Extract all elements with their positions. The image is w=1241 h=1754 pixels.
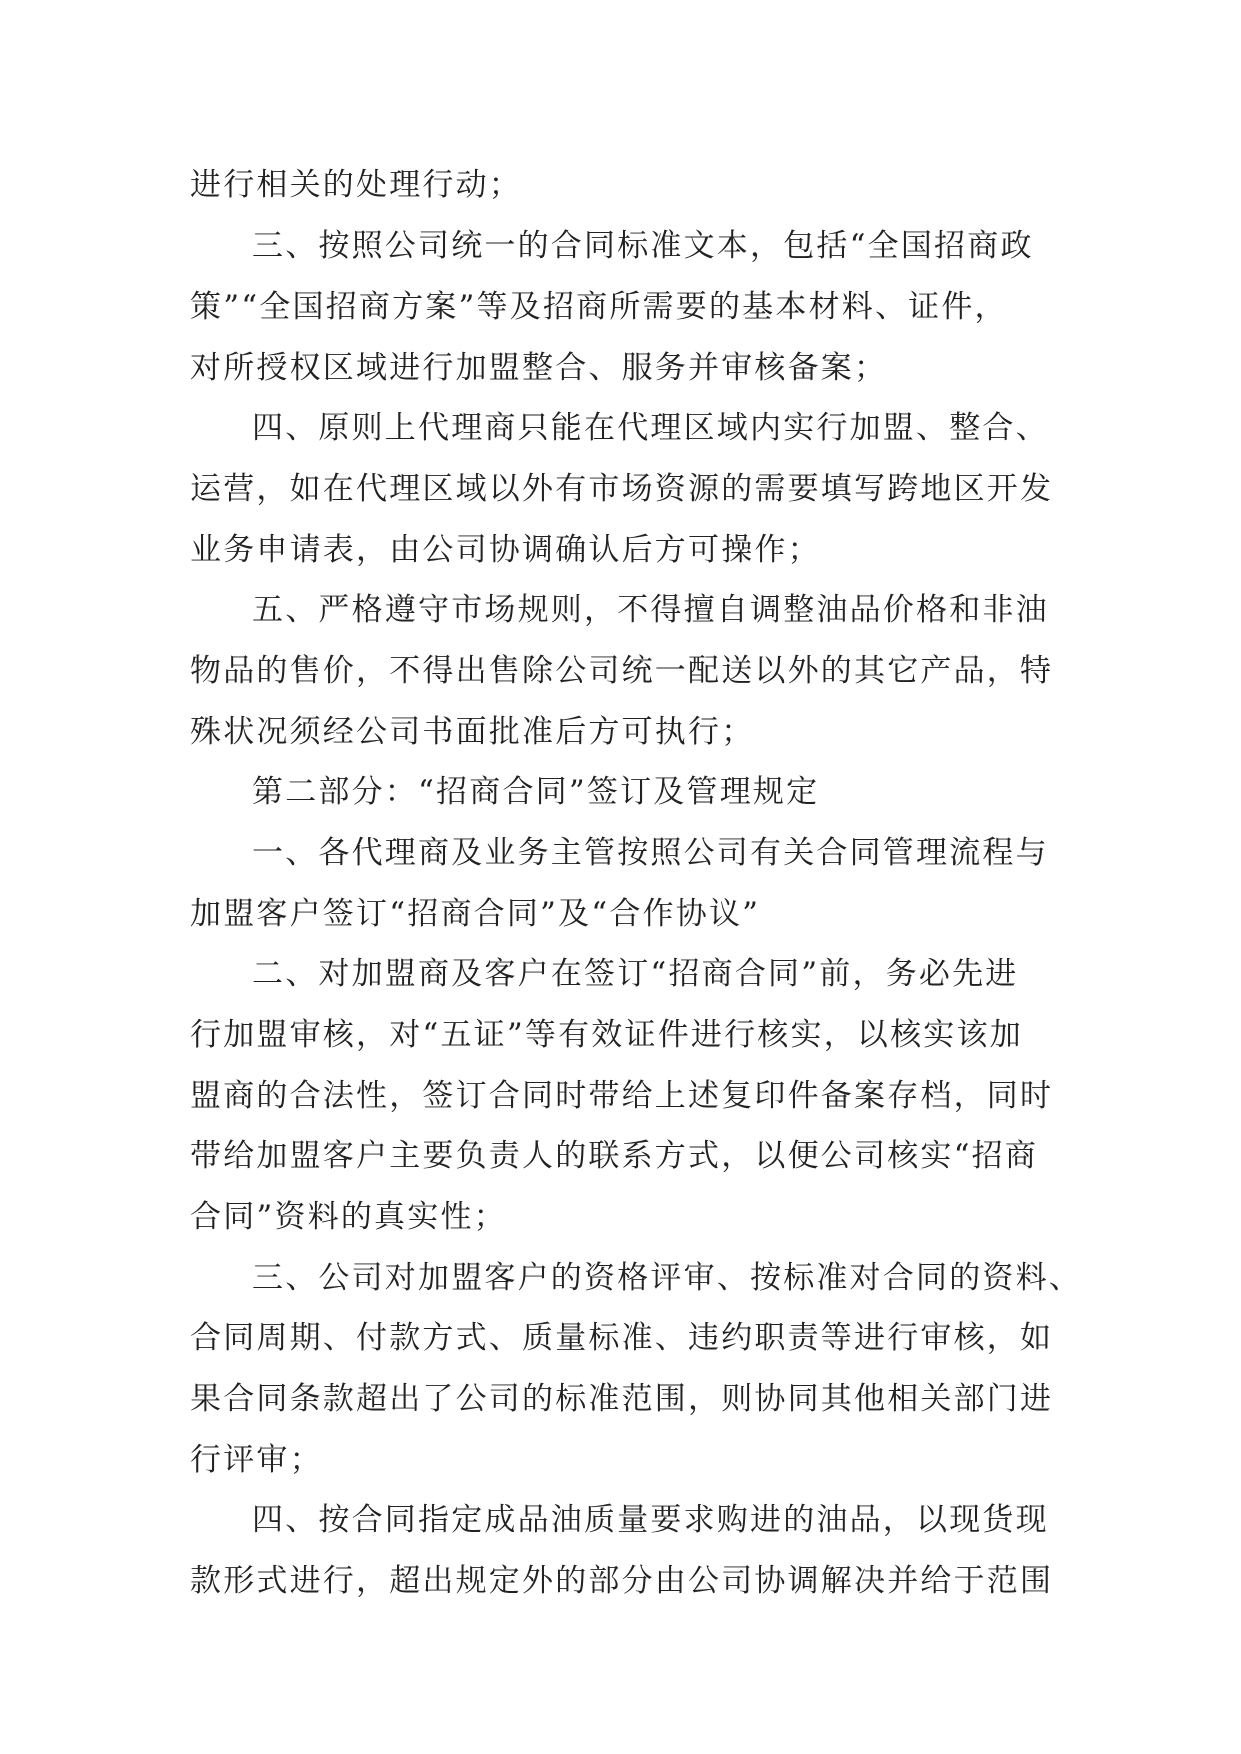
text-line: 运营，如在代理区域以外有市场资源的需要填写跨地区开发 [190, 471, 1054, 507]
text-line: 进行相关的处理行动； [190, 167, 522, 203]
text-line: 行加盟审核，对“五证”等有效证件进行核实，以核实该加 [190, 1017, 1023, 1053]
text-line: 三、公司对加盟客户的资格评审、按标准对合同的资料、 [252, 1260, 1082, 1296]
text-line: 四、按合同指定成品油质量要求购进的油品，以现货现 [252, 1502, 1049, 1538]
text-line: 业务申请表，由公司协调确认后方可操作； [190, 532, 821, 568]
text-line: 一、各代理商及业务主管按照公司有关合同管理流程与 [252, 835, 1049, 871]
text-line: 合同”资料的真实性； [190, 1199, 507, 1235]
text-line: 三、按照公司统一的合同标准文本，包括“全国招商政 [252, 228, 1034, 264]
text-line: 五、严格遵守市场规则，不得擅自调整油品价格和非油 [252, 592, 1049, 628]
text-line: 策”“全国招商方案”等及招商所需要的基本材料、证件， [190, 289, 1008, 325]
section-heading: 第二部分：“招商合同”签订及管理规定 [252, 774, 820, 810]
text-line: 加盟客户签订“招商合同”及“合作协议” [190, 896, 761, 932]
text-line: 物品的售价，不得出售除公司统一配送以外的其它产品，特 [190, 653, 1054, 689]
text-line: 果合同条款超出了公司的标准范围，则协同其他相关部门进 [190, 1381, 1054, 1417]
text-line: 二、对加盟商及客户在签订“招商合同”前，务必先进 [252, 956, 1019, 992]
text-line: 款形式进行，超出规定外的部分由公司协调解决并给于范围 [190, 1563, 1054, 1599]
text-line: 四、原则上代理商只能在代理区域内实行加盟、整合、 [252, 410, 1049, 446]
text-line: 带给加盟客户主要负责人的联系方式，以便公司核实“招商 [190, 1138, 1039, 1174]
text-line: 盟商的合法性，签订合同时带给上述复印件备案存档，同时 [190, 1078, 1054, 1114]
text-line: 行评审； [190, 1442, 323, 1478]
text-line: 合同周期、付款方式、质量标准、违约职责等进行审核，如 [190, 1320, 1054, 1356]
text-line: 对所授权区域进行加盟整合、服务并审核备案； [190, 350, 888, 386]
text-line: 殊状况须经公司书面批准后方可执行； [190, 714, 755, 750]
